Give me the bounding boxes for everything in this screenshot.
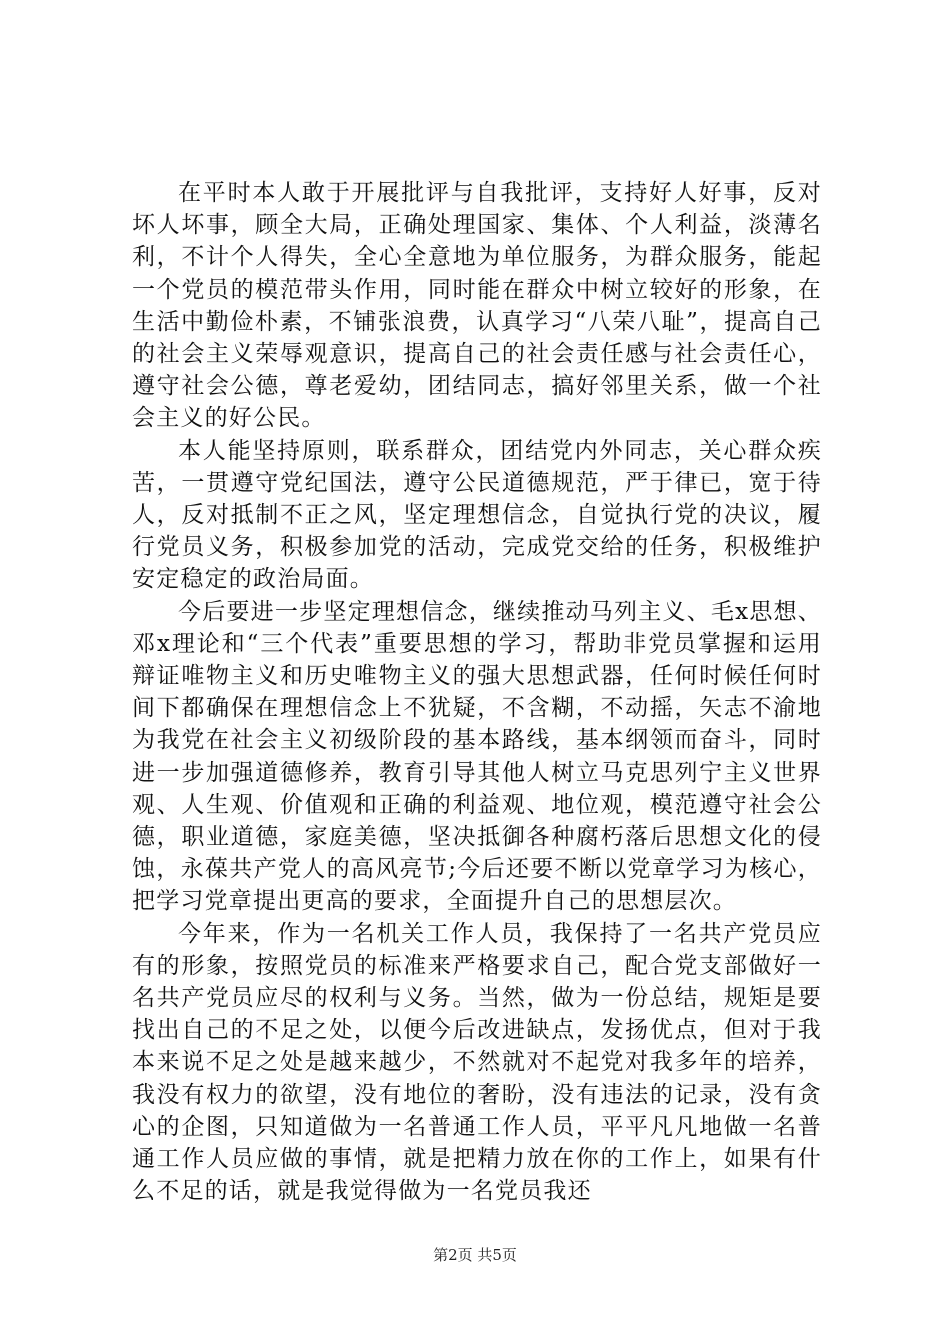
paragraph-1: 在平时本人敢于开展批评与自我批评，支持好人好事，反对坏人坏事，顾全大局，正确处理国家、集体、个人利益，淡薄名利，不计个人得失，全心全意地为单位服务，为群众服务，能起一个党员的模范带头作用，同时能在群众中树立较好的形象，在生活中勤俭朴素，不铺张浪费，认真学习“八荣八耻”，提高自己的社会主义荣辱观意识，提高自己的社会责任感与社会责任心，遵守社会公德，尊老爱幼，团结同志，搞好邻里关系，做一个社会主义的好公民。	[132, 180, 822, 432]
paragraph-2: 本人能坚持原则，联系群众，团结党内外同志，关心群众疾苦，一贯遵守党纪国法，遵守公民道德规范，严于律已，宽于待人，反对抵制不正之风，坚定理想信念，自觉执行党的决议，履行党员义务，积极参加党的活动，完成党交给的任务，积极维护安定稳定的政治局面。	[132, 437, 822, 593]
document-body	[132, 177, 822, 1208]
paragraph-3: 今后要进一步坚定理想信念，继续推动马列主义、毛x思想、邓x理论和“三个代表”重要思想的学习，帮助非党员掌握和运用辩证唯物主义和历史唯物主义的强大思想武器，任何时候任何时间下都确保在理想信念上不犹疑，不含糊，不动摇，矢志不渝地为我党在社会主义初级阶段的基本路线，基本纲领而奋斗，同时进一步加强道德修养，教育引导其他人树立马克思列宁主义世界观、人生观、价值观和正确的利益观、地位观，模范遵守社会公德，职业道德，家庭美德，坚决抵御各种腐朽落后思想文化的侵蚀，永葆共产党人的高风亮节;今后还要不断以党章学习为核心，把学习党章提出更高的要求，全面提升自己的思想层次。	[132, 598, 822, 915]
paragraph-4: 今年来，作为一名机关工作人员，我保持了一名共产党员应有的形象，按照党员的标准来严格要求自己，配合党支部做好一名共产党员应尽的权利与义务。当然，做为一份总结，规矩是要找出自己的不足之处，以便今后改进缺点，发扬优点，但对于我本来说不足之处是越来越少，不然就对不起党对我多年的培养，我没有权力的欲望，没有地位的奢盼，没有违法的记录，没有贪心的企图，只知道做为一名普通工作人员，平平凡凡地做一名普通工作人员应做的事情，就是把精力放在你的工作上，如果有什么不足的话，就是我觉得做为一名党员我还	[132, 920, 822, 1205]
page-number-footer: 第2页 共5页	[433, 1246, 517, 1264]
